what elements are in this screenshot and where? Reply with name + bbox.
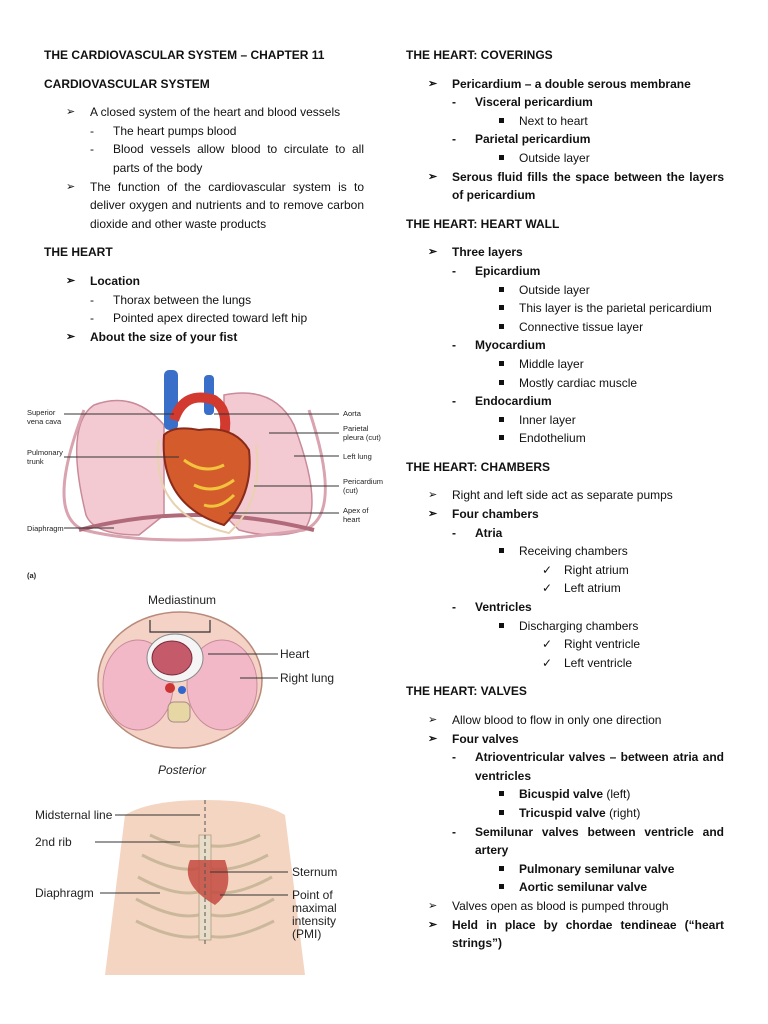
dash-bullet-icon: -	[452, 600, 456, 615]
dash-bullet-icon: -	[452, 132, 456, 147]
arrow-bullet-icon: ➢	[428, 508, 438, 521]
label-pmi-1: Point of	[292, 888, 333, 902]
label-pulmonary-2: trunk	[27, 457, 44, 466]
list-item: ➢ A closed system of the heart and blood vessels	[44, 103, 364, 122]
dash-bullet-icon: -	[452, 394, 456, 409]
label-right-lung: Right lung	[280, 671, 335, 685]
chambers-heading: THE HEART: CHAMBERS	[406, 459, 550, 474]
list-item: ➢ Valves open as blood is pumped through	[406, 897, 724, 916]
arrow-bullet-icon: ➢	[428, 170, 438, 183]
dash-bullet-icon: -	[452, 263, 456, 278]
list-item: - Visceral pericardium	[406, 93, 724, 112]
label-pmi-4: (PMI)	[292, 927, 322, 941]
square-bullet-icon	[499, 361, 504, 366]
list-item: - Pointed apex directed toward left hip	[44, 309, 364, 328]
list-item: ➢ Four chambers	[406, 505, 724, 524]
check-bullet-icon: ✓	[542, 562, 553, 577]
list-item: Mostly cardiac muscle	[406, 374, 724, 393]
list-item: - Endocardium	[406, 392, 724, 411]
arrow-bullet-icon: ➢	[428, 246, 438, 259]
list-item: - Atria	[406, 524, 724, 543]
list-item: Endothelium	[406, 429, 724, 448]
heart-wall-heading: THE HEART: HEART WALL	[406, 216, 560, 231]
arrow-bullet-icon: ➢	[66, 106, 76, 119]
label-aorta: Aorta	[343, 409, 361, 418]
coverings-heading: THE HEART: COVERINGS	[406, 48, 553, 62]
arrow-bullet-icon: ➢	[428, 489, 438, 502]
list-item: - The heart pumps blood	[44, 122, 364, 141]
list-item: ➢ Location	[44, 272, 364, 291]
label-pericardium-2: (cut)	[343, 486, 358, 495]
check-bullet-icon: ✓	[542, 655, 553, 670]
list-item: Bicuspid valve (left)	[406, 785, 724, 804]
label-sternum: Sternum	[292, 865, 338, 879]
arrow-bullet-icon: ➢	[66, 274, 76, 287]
list-item: Outside layer	[406, 281, 724, 300]
label-posterior: Posterior	[158, 763, 207, 777]
label-pmi-2: maximal	[292, 901, 337, 915]
page-title: THE CARDIOVASCULAR SYSTEM – CHAPTER 11	[44, 48, 325, 62]
dash-bullet-icon: -	[452, 95, 456, 110]
list-item: ➢ Four valves	[406, 730, 724, 749]
dash-bullet-icon: -	[452, 525, 456, 540]
list-item: Next to heart	[406, 112, 724, 131]
list-item: Inner layer	[406, 411, 724, 430]
list-item: - Semilunar valves between ventricle and artery	[452, 824, 724, 858]
list-item: - Ventricles	[406, 598, 724, 617]
list-item: ➢ Pericardium – a double serous membrane	[406, 75, 724, 94]
list-item: ➢ About the size of your fist	[44, 328, 364, 347]
list-item: ➢ Serous fluid fills the space between the layers of pericardium	[428, 169, 724, 203]
dash-bullet-icon: -	[452, 824, 456, 839]
cvs-heading: CARDIOVASCULAR SYSTEM	[44, 76, 210, 91]
label-midsternal: Midsternal line	[35, 808, 113, 822]
arrow-bullet-icon: ➢	[428, 732, 438, 745]
list-item: This layer is the parietal pericardium	[406, 299, 724, 318]
square-bullet-icon	[499, 287, 504, 292]
label-2nd-rib: 2nd rib	[35, 835, 72, 849]
square-bullet-icon	[499, 118, 504, 123]
list-item: ➢ Held in place by chordae tendineae (“heart strings”)	[428, 917, 724, 951]
label-apex-2: heart	[343, 515, 361, 524]
list-item: ➢ Right and left side act as separate pumps	[406, 486, 724, 505]
label-left-lung: Left lung	[343, 452, 372, 461]
label-diaphragm-2: Diaphragm	[35, 886, 94, 900]
heart-heading: THE HEART	[44, 245, 113, 260]
list-item: ➢ Three layers	[406, 243, 724, 262]
square-bullet-icon	[499, 884, 504, 889]
dash-bullet-icon: -	[452, 750, 456, 765]
valves-heading: THE HEART: VALVES	[406, 684, 527, 699]
square-bullet-icon	[499, 810, 504, 815]
right-column	[406, 46, 724, 953]
list-item: - Atrioventricular valves – between atria and ventricles	[452, 750, 724, 783]
dash-bullet-icon: -	[90, 123, 94, 138]
square-bullet-icon	[499, 866, 504, 871]
label-apex: Apex of	[343, 506, 369, 515]
square-bullet-icon	[499, 324, 504, 329]
arrow-bullet-icon: ➢	[66, 330, 76, 343]
list-item: Tricuspid valve (right)	[406, 804, 724, 823]
arrow-bullet-icon: ➢	[428, 714, 438, 726]
list-item: Discharging chambers	[406, 617, 724, 636]
list-item: Pulmonary semilunar valve	[406, 860, 724, 879]
list-item: - Epicardium	[406, 262, 724, 281]
list-item: ➢ The function of the cardiovascular system is to deliver oxygen and nutrients and to remove carbon dioxide and other waste products	[66, 179, 364, 231]
list-item: Aortic semilunar valve	[406, 878, 724, 897]
check-bullet-icon: ✓	[542, 637, 553, 652]
square-bullet-icon	[499, 155, 504, 160]
list-item: ✓ Right atrium	[406, 561, 724, 580]
square-bullet-icon	[499, 791, 504, 796]
dash-bullet-icon: -	[90, 142, 94, 157]
square-bullet-icon	[499, 417, 504, 422]
label-diaphragm: Diaphragm	[27, 524, 64, 533]
arrow-bullet-icon: ➢	[66, 180, 76, 193]
label-mediastinum: Mediastinum	[148, 593, 217, 607]
label-parietal-2: pleura (cut)	[343, 433, 381, 442]
ribcage-figure	[30, 795, 370, 975]
heart-anatomy-figure	[24, 365, 388, 583]
square-bullet-icon	[499, 623, 504, 628]
dash-bullet-icon: -	[452, 338, 456, 353]
label-heart: Heart	[280, 647, 310, 661]
arrow-bullet-icon: ➢	[428, 77, 438, 90]
square-bullet-icon	[499, 435, 504, 440]
label-parietal: Parietal	[343, 424, 369, 433]
label-pericardium: Pericardium	[343, 477, 384, 486]
list-item: Outside layer	[406, 149, 724, 168]
list-item: Receiving chambers	[406, 542, 724, 561]
square-bullet-icon	[499, 305, 504, 310]
label-svc-2: vena cava	[27, 417, 62, 426]
check-bullet-icon: ✓	[542, 581, 553, 596]
list-item: Connective tissue layer	[406, 318, 724, 337]
list-item: Middle layer	[406, 355, 724, 374]
list-item: ➢ Allow blood to flow in only one direction	[406, 711, 724, 730]
list-item: ✓ Left ventricle	[406, 654, 724, 673]
list-item: ✓ Left atrium	[406, 579, 724, 598]
label-pulmonary: Pulmonary	[27, 448, 63, 457]
label-pmi-3: intensity	[292, 914, 337, 928]
arrow-bullet-icon: ➢	[428, 899, 438, 912]
panel-label: (a)	[27, 571, 37, 580]
list-item: - Thorax between the lungs	[44, 291, 364, 310]
list-item: ✓ Right ventricle	[406, 635, 724, 654]
dash-bullet-icon: -	[90, 292, 94, 307]
square-bullet-icon	[499, 548, 504, 553]
label-svc: Superior	[27, 408, 56, 417]
square-bullet-icon	[499, 380, 504, 385]
dash-bullet-icon: -	[90, 311, 94, 326]
list-item: - Blood vessels allow blood to circulate to all parts of the body	[90, 142, 364, 175]
arrow-bullet-icon: ➢	[428, 918, 438, 931]
list-item: - Parietal pericardium	[406, 130, 724, 149]
mediastinum-figure	[90, 590, 360, 780]
list-item: - Myocardium	[406, 336, 724, 355]
left-column	[44, 46, 364, 346]
